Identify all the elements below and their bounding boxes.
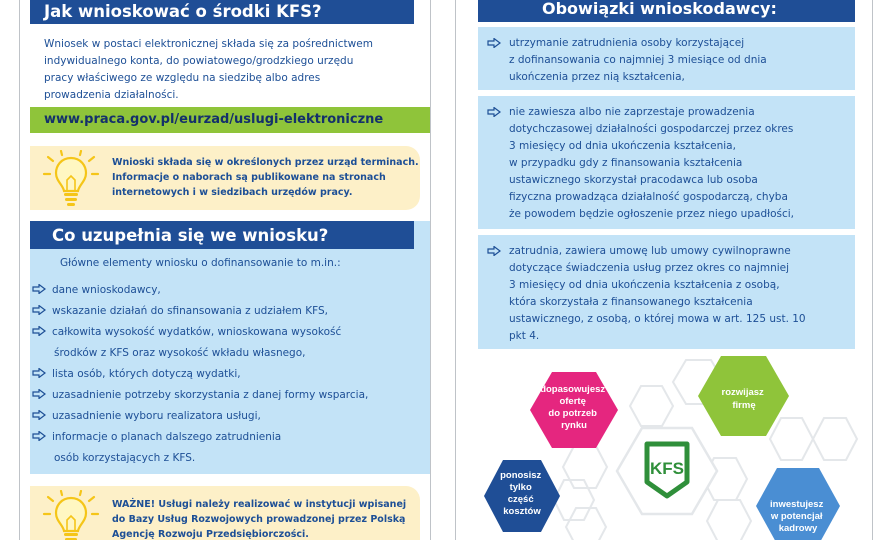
list-item: [32, 427, 281, 448]
benefit-hexagon: [530, 372, 618, 448]
duty-item: [478, 27, 855, 90]
intro-paragraph: [44, 36, 414, 104]
svg-text:inwestujesz w potencja: inwestujesz w potencjał kadrowy: [770, 499, 824, 534]
svg-text:ponosisz tylko: ponosisz tylko część kosztów: [500, 470, 542, 517]
duty-text: [509, 243, 849, 345]
svg-text:rozwijasz firmę: rozwijasz firmę: [721, 387, 764, 411]
arrow-bullet-icon: [32, 389, 46, 399]
list-item-text: uzasadnienie wyboru realizatora usługi,: [52, 410, 261, 422]
benefits-hexagon-graphic: [456, 350, 873, 540]
important-text: [112, 497, 406, 540]
duties-banner: [478, 0, 855, 22]
list-item: [32, 280, 161, 301]
eurzad-url[interactable]: www.praca.gov.pl/eurzad/uslugi-elektroniczne: [30, 107, 431, 133]
tip-text: [112, 155, 419, 200]
arrow-bullet-icon: [487, 107, 501, 117]
duty-item: [478, 235, 855, 349]
important-line: WAŻNE! Usługi należy realizować w instytucji wpisanej: [112, 499, 407, 510]
left-page: [19, 0, 431, 540]
kfs-logo-text: KFS: [650, 459, 684, 478]
duty-line: ustawicznego, z osobą, o której mowa w art. 125 ust. 10: [509, 313, 806, 325]
list-item-continuation: osób korzystających z KFS.: [54, 452, 196, 464]
duty-text: [509, 35, 849, 86]
outline-hexagon: [630, 386, 673, 426]
how-to-apply-banner: [30, 0, 414, 24]
outline-hexagon: [770, 418, 813, 460]
duty-line: która skorzystała z finansowanego kształcenia: [509, 296, 753, 308]
duty-line: że powodem będzie ogłoszenie przez niego upadłości,: [509, 208, 795, 220]
outline-hexagon: [566, 508, 606, 540]
tip-line: internetowych i w siedzibach urzędów pracy.: [112, 187, 353, 198]
arrow-bullet-icon: [32, 431, 46, 441]
application-contents-box: [30, 221, 431, 474]
duty-line: ukończenia przez nią kształcenia,: [509, 71, 685, 83]
duty-line: utrzymanie zatrudnienia osoby korzystającej: [509, 37, 745, 49]
benefit-hexagon: [484, 460, 560, 532]
svg-text:dopasowujesz ofertę: dopasowujesz ofertę do potrzeb rynku: [540, 384, 606, 431]
list-item: [32, 364, 241, 385]
right-page: [455, 0, 873, 540]
list-item-text: uzasadnienie potrzeby skorzystania z danej formy wsparcia,: [52, 389, 369, 401]
duty-line: dotyczące świadczenia usług przez okres co najmniej: [509, 262, 790, 274]
list-item-text: dane wnioskodawcy,: [52, 284, 161, 296]
arrow-bullet-icon: [32, 305, 46, 315]
benefit-hexagon: [756, 468, 840, 540]
arrow-bullet-icon: [32, 410, 46, 420]
list-item-text: informacje o planach dalszego zatrudnienia: [52, 431, 282, 443]
intro-line: Wniosek w postaci elektronicznej składa się za pośrednictwem: [44, 38, 373, 50]
arrow-bullet-icon: [487, 38, 501, 48]
list-item: [32, 301, 328, 322]
intro-line: pracy właściwego ze względu na siedzibę albo adres: [44, 72, 321, 84]
lightbulb-icon: [40, 150, 102, 208]
tip-note: [30, 146, 420, 210]
duty-line: z dofinansowania co najmniej 3 miesiące od dnia: [509, 54, 767, 66]
benefit-hexagon: [698, 356, 789, 436]
duty-line: 3 miesięcy od dnia ukończenia kształcenia z osobą,: [509, 279, 780, 291]
important-note: [30, 486, 420, 540]
how-to-apply-title: Jak wnioskować o środki KFS?: [44, 2, 322, 21]
list-item-text: wskazanie działań do sfinansowania z udziałem KFS,: [52, 305, 328, 317]
list-item-continuation: środków z KFS oraz wysokość wkładu własnego,: [54, 347, 306, 359]
duty-line: 3 miesięcy od dnia ukończenia kształcenia,: [509, 140, 736, 152]
arrow-bullet-icon: [32, 284, 46, 294]
list-item: [32, 322, 341, 343]
list-item-text: lista osób, których dotyczą wydatki,: [52, 368, 241, 380]
outline-hexagon: [707, 500, 751, 540]
duty-item: [478, 96, 855, 229]
duty-line: ustawicznego skorzystał pracodawca lub osoba: [509, 174, 758, 186]
important-line: do Bazy Usług Rozwojowych prowadzonej przez Polską: [112, 514, 406, 525]
duties-title: Obowiązki wnioskodawcy:: [542, 0, 777, 18]
application-contents-banner: [30, 221, 414, 249]
list-item: [32, 406, 261, 427]
duty-line: pkt 4.: [509, 330, 540, 342]
arrow-bullet-icon: [32, 368, 46, 378]
arrow-bullet-icon: [32, 326, 46, 336]
duty-line: fizyczna prowadząca działalność gospodarczą, chyba: [509, 191, 788, 203]
duty-line: nie zawiesza albo nie zaprzestaje prowadzenia: [509, 106, 755, 118]
outline-hexagon: [813, 418, 857, 460]
duty-line: dotychczasowej działalności gospodarczej przez okres: [509, 123, 794, 135]
duty-line: w przypadku gdy z finansowania kształcenia: [509, 157, 743, 169]
intro-line: indywidualnego konta, do powiatowego/grodzkiego urzędu: [44, 55, 354, 67]
important-line: Agencję Rozwoju Przedsiębiorczości.: [112, 529, 309, 540]
list-item: [32, 385, 368, 406]
duty-text: [509, 104, 849, 223]
arrow-bullet-icon: [487, 246, 501, 256]
intro-line: prowadzenia działalności.: [44, 89, 179, 101]
contents-lead: Główne elementy wniosku o dofinansowanie to m.in.:: [60, 257, 341, 269]
tip-line: Wnioski składa się w określonych przez urząd terminach.: [112, 157, 419, 168]
application-contents-title: Co uzupełnia się we wniosku?: [52, 226, 329, 245]
list-item-text: całkowita wysokość wydatków, wnioskowana wysokość: [52, 326, 342, 338]
tip-line: Informacje o naborach są publikowane na stronach: [112, 172, 386, 183]
lightbulb-icon: [40, 490, 102, 540]
duty-line: zatrudnia, zawiera umowę lub umowy cywilnoprawne: [509, 245, 791, 257]
